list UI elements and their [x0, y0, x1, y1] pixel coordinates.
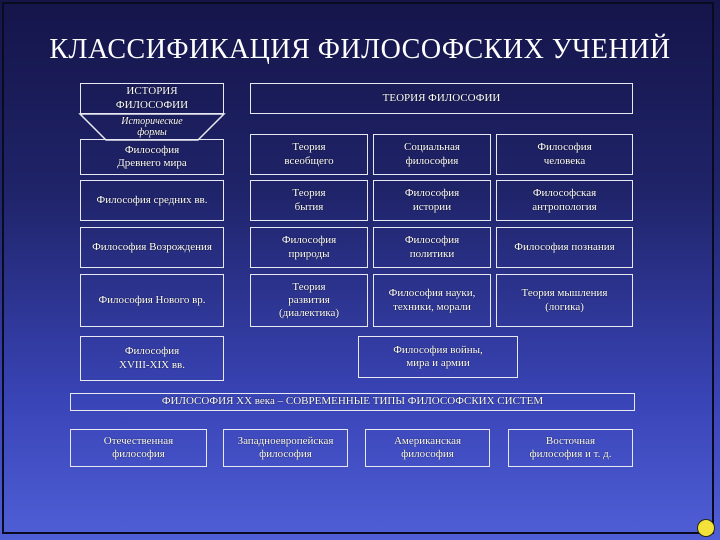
modern-type-eastern: Восточная философия и т. д.	[508, 429, 633, 467]
history-item-18-19-century: Философия XVIII-XIX вв.	[80, 336, 224, 381]
theory-item-politics: Философия политики	[373, 227, 491, 268]
xx-century-bar: ФИЛОСОФИЯ XX века – СОВРЕМЕННЫЕ ТИПЫ ФИЛОСОФСКИХ СИСТЕМ	[70, 393, 635, 411]
theory-item-social: Социальная философия	[373, 134, 491, 175]
theory-item-logic: Теория мышления (логика)	[496, 274, 633, 327]
theory-item-nature: Философия природы	[250, 227, 368, 268]
theory-item-cognition: Философия познания	[496, 227, 633, 268]
history-header-label: ИСТОРИЯ ФИЛОСОФИИ	[115, 85, 189, 111]
modern-type-west-european: Западноевропейская философия	[223, 429, 348, 467]
theory-item-science: Философия науки, техники, морали	[373, 274, 491, 327]
modern-type-american: Американская философия	[365, 429, 490, 467]
theory-header-label: ТЕОРИЯ ФИЛОСОФИИ	[382, 91, 501, 104]
history-item-renaissance: Философия Возрождения	[80, 227, 224, 268]
theory-item-being: Теория бытия	[250, 180, 368, 221]
historical-forms-label: Исторические формы	[121, 116, 183, 138]
slide-badge-icon	[697, 519, 715, 537]
history-header-box	[80, 83, 224, 114]
history-item-ancient: Философия Древнего мира	[80, 139, 224, 175]
theory-item-history: Философия истории	[373, 180, 491, 221]
history-item-modern: Философия Нового вр.	[80, 274, 224, 327]
theory-item-war: Философия войны, мира и армии	[358, 336, 518, 378]
page-title: КЛАССИФИКАЦИЯ ФИЛОСОФСКИХ УЧЕНИЙ	[49, 34, 671, 65]
theory-header-box	[250, 83, 633, 114]
theory-item-human: Философия человека	[496, 134, 633, 175]
modern-type-domestic: Отечественная философия	[70, 429, 207, 467]
theory-item-development: Теория развития (диалектика)	[250, 274, 368, 327]
theory-item-universal: Теория всеобщего	[250, 134, 368, 175]
theory-item-anthropology: Философская антропология	[496, 180, 633, 221]
history-item-medieval: Философия средних вв.	[80, 180, 224, 221]
